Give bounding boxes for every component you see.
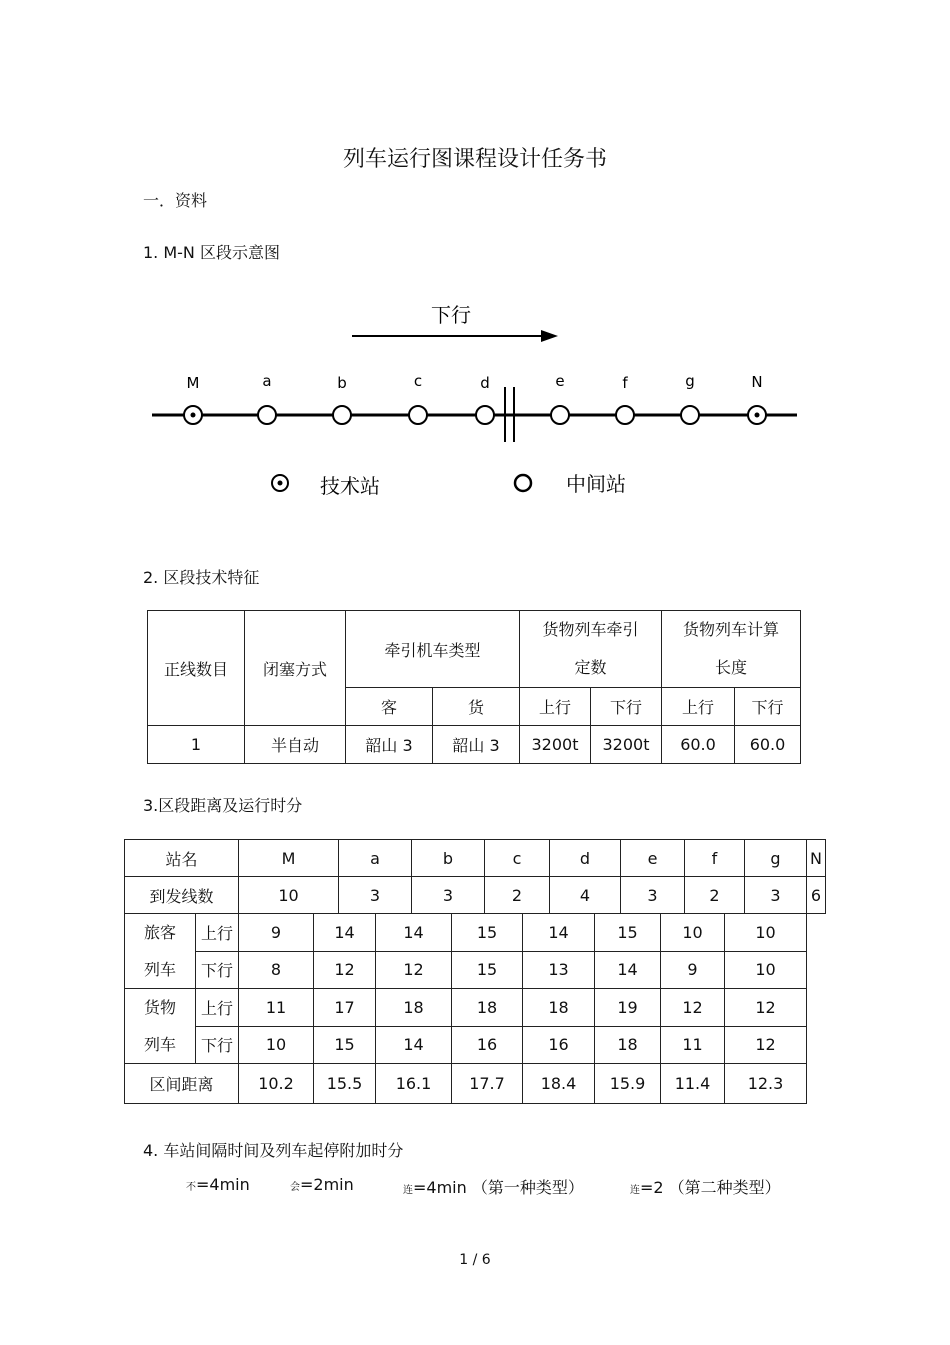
- time-cell: 9: [239, 914, 314, 952]
- table-cell: 3200t: [591, 726, 662, 764]
- time-cell: 18: [376, 989, 452, 1027]
- header-up: 上行: [196, 989, 239, 1027]
- interval-no-meet: 不=4min: [186, 1175, 250, 1194]
- time-cell: 14: [376, 1026, 452, 1064]
- time-cell: 15: [452, 951, 523, 989]
- station-cell: M: [239, 840, 339, 877]
- header-passenger-train: 旅客 列车: [125, 914, 196, 989]
- station-label: g: [685, 372, 695, 390]
- interval-meet: 会=2min: [290, 1175, 354, 1194]
- time-cell: 12: [725, 989, 807, 1027]
- mid-station-icon: [681, 406, 699, 424]
- distance-cell: 10.2: [239, 1064, 314, 1104]
- header-freight-train: 货物 列车: [125, 989, 196, 1064]
- distance-cell: 11.4: [661, 1064, 725, 1104]
- time-cell: 18: [595, 1026, 661, 1064]
- time-cell: 15: [452, 914, 523, 952]
- item1-heading: 1. M-N 区段示意图: [143, 243, 280, 262]
- distance-cell: 17.7: [452, 1064, 523, 1104]
- table-cell: 60.0: [735, 726, 801, 764]
- table-cell: 1: [148, 726, 245, 764]
- mid-station-icon: [409, 406, 427, 424]
- station-label: N: [751, 373, 763, 391]
- station-label: M: [186, 374, 200, 392]
- header-length: 货物列车计算 长度: [662, 611, 801, 688]
- table-cell: 韶山 3: [433, 726, 520, 764]
- station-label: e: [555, 372, 565, 390]
- time-cell: 18: [452, 989, 523, 1027]
- tech-station-dot: [755, 413, 760, 418]
- time-cell: 12: [314, 951, 376, 989]
- header-tracks: 到发线数: [125, 877, 239, 914]
- time-cell: 18: [523, 989, 595, 1027]
- station-label: a: [262, 372, 272, 390]
- time-cell: 10: [661, 914, 725, 952]
- page-number: 1 / 6: [459, 1252, 491, 1268]
- header-distance: 区间距离: [125, 1064, 239, 1104]
- direction-label: 下行: [431, 303, 471, 327]
- time-cell: 12: [376, 951, 452, 989]
- distance-cell: 15.9: [595, 1064, 661, 1104]
- time-cell: 14: [376, 914, 452, 952]
- legend-tech-label: 技术站: [320, 474, 380, 498]
- header-loco: 牵引机车类型: [346, 611, 520, 688]
- section-heading: 一．资料: [143, 191, 208, 210]
- time-cell: 10: [725, 951, 807, 989]
- header-up: 上行: [662, 688, 735, 726]
- mid-station-icon: [333, 406, 351, 424]
- station-label: f: [622, 374, 628, 392]
- time-cell: 9: [661, 951, 725, 989]
- station-cell: g: [745, 840, 807, 877]
- item3-heading: 3.区段距离及运行时分: [143, 796, 303, 815]
- table-cell: 半自动: [245, 726, 346, 764]
- distance-cell: 16.1: [376, 1064, 452, 1104]
- time-cell: 12: [725, 1026, 807, 1064]
- item4-heading: 4. 车站间隔时间及列车起停附加时分: [143, 1141, 404, 1160]
- distance-cell: 15.5: [314, 1064, 376, 1104]
- section-diagram: [0, 290, 950, 510]
- station-cell: e: [621, 840, 685, 877]
- legend-mid-label: 中间站: [566, 472, 626, 496]
- station-label: b: [337, 374, 347, 392]
- time-cell: 14: [314, 914, 376, 952]
- table-cell: 韶山 3: [346, 726, 433, 764]
- header-lines: 正线数目: [148, 611, 245, 726]
- distance-cell: 18.4: [523, 1064, 595, 1104]
- time-cell: 10: [725, 914, 807, 952]
- time-cell: 19: [595, 989, 661, 1027]
- tracks-cell: 3: [621, 877, 685, 914]
- document-title: 列车运行图课程设计任务书: [342, 147, 607, 172]
- tracks-cell: 3: [745, 877, 807, 914]
- time-cell: 13: [523, 951, 595, 989]
- station-cell: a: [339, 840, 412, 877]
- time-cell: 14: [595, 951, 661, 989]
- tech-station-dot: [191, 413, 196, 418]
- tracks-cell: 6: [807, 877, 826, 914]
- station-cell: f: [685, 840, 745, 877]
- header-passenger: 客: [346, 688, 433, 726]
- station-cell: b: [412, 840, 485, 877]
- tracks-cell: 2: [485, 877, 550, 914]
- header-block: 闭塞方式: [245, 611, 346, 726]
- header-up: 上行: [520, 688, 591, 726]
- header-down: 下行: [196, 951, 239, 989]
- table-cell: 3200t: [520, 726, 591, 764]
- station-cell: d: [550, 840, 621, 877]
- header-up: 上行: [196, 914, 239, 952]
- interval-continuous-1: 连=4min （第一种类型）: [403, 1178, 584, 1197]
- station-label: c: [413, 372, 423, 390]
- time-cell: 14: [523, 914, 595, 952]
- header-freight: 货: [433, 688, 520, 726]
- tracks-cell: 2: [685, 877, 745, 914]
- tracks-cell: 3: [339, 877, 412, 914]
- station-cell: c: [485, 840, 550, 877]
- mid-station-icon: [616, 406, 634, 424]
- time-cell: 15: [595, 914, 661, 952]
- direction-arrow-head: [541, 330, 558, 342]
- item2-heading: 2. 区段技术特征: [143, 568, 260, 587]
- header-tonnage: 货物列车牵引 定数: [520, 611, 662, 688]
- legend-mid-icon: [515, 475, 531, 491]
- table-cell: 60.0: [662, 726, 735, 764]
- tracks-cell: 3: [412, 877, 485, 914]
- header-down: 下行: [196, 1026, 239, 1064]
- time-cell: 11: [661, 1026, 725, 1064]
- time-cell: 16: [523, 1026, 595, 1064]
- mid-station-icon: [476, 406, 494, 424]
- mid-station-icon: [551, 406, 569, 424]
- time-cell: 10: [239, 1026, 314, 1064]
- station-label: d: [480, 374, 490, 392]
- mid-station-icon: [258, 406, 276, 424]
- distance-runtime-table: [124, 839, 826, 1104]
- station-cell: N: [807, 840, 826, 877]
- time-cell: 17: [314, 989, 376, 1027]
- time-cell: 15: [314, 1026, 376, 1064]
- distance-cell: 12.3: [725, 1064, 807, 1104]
- header-down: 下行: [591, 688, 662, 726]
- time-cell: 16: [452, 1026, 523, 1064]
- header-down: 下行: [735, 688, 801, 726]
- tracks-cell: 10: [239, 877, 339, 914]
- time-cell: 12: [661, 989, 725, 1027]
- time-cell: 8: [239, 951, 314, 989]
- header-station: 站名: [125, 840, 239, 877]
- interval-continuous-2: 连=2 （第二种类型）: [630, 1178, 781, 1197]
- tech-features-table: [147, 610, 801, 764]
- time-cell: 11: [239, 989, 314, 1027]
- tracks-cell: 4: [550, 877, 621, 914]
